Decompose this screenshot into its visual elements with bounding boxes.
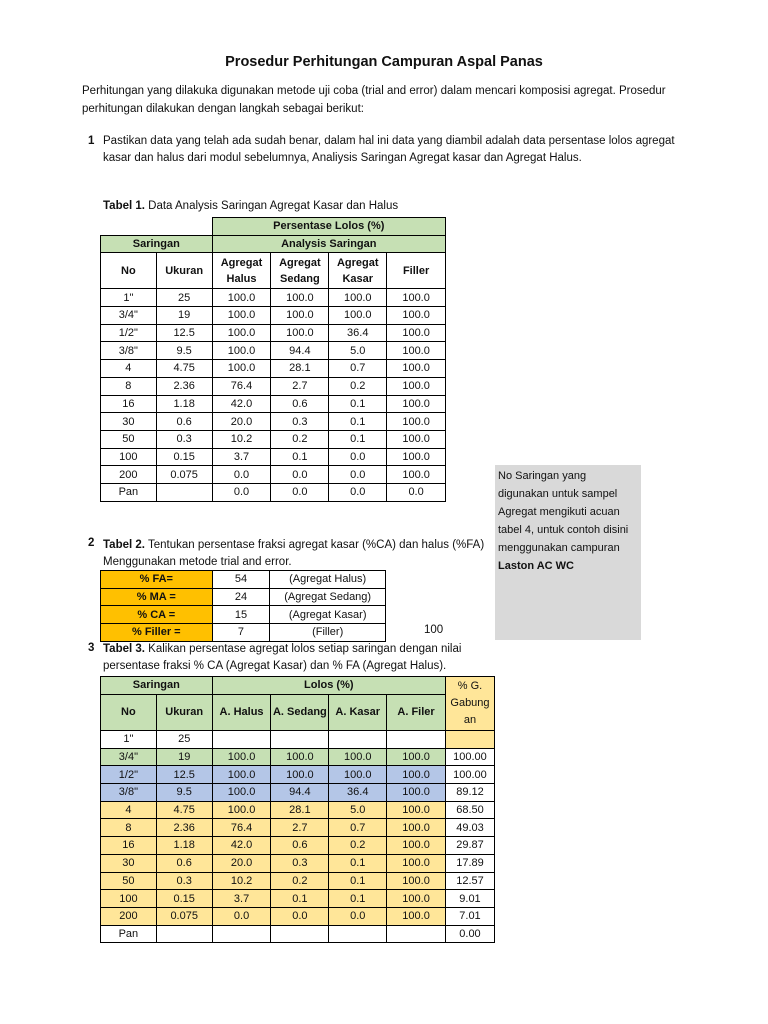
table-cell: (Agregat Kasar) — [270, 606, 386, 624]
table-cell: 5.0 — [329, 342, 387, 360]
table-cell: 28.1 — [271, 801, 329, 819]
table-cell: 100.0 — [212, 307, 271, 325]
table-cell: 28.1 — [271, 360, 329, 378]
table-3-header-gabung: % G. Gabung an — [445, 677, 494, 731]
table-cell: 0.1 — [271, 890, 329, 908]
table-cell: 12.5 — [156, 324, 212, 342]
table-cell: 16 — [101, 395, 157, 413]
table-cell: 42.0 — [212, 837, 271, 855]
table-cell: 100.0 — [387, 819, 446, 837]
table-cell: 100.0 — [387, 766, 446, 784]
table-cell: 7 — [212, 624, 270, 642]
table-cell: 100.0 — [387, 360, 446, 378]
table-cell: 68.50 — [445, 801, 494, 819]
table-cell: 0.15 — [156, 890, 212, 908]
table-row — [101, 377, 446, 395]
table-cell — [329, 731, 387, 749]
table-1-header-saringan: Saringan — [101, 235, 213, 253]
table-cell: 0.0 — [329, 448, 387, 466]
table-cell: 0.0 — [271, 483, 329, 501]
table-cell: 9.5 — [156, 342, 212, 360]
table-cell: 2.36 — [156, 819, 212, 837]
table-cell: 0.0 — [271, 907, 329, 925]
table-3-header-saringan: Saringan — [101, 677, 213, 695]
table-cell: 0.0 — [212, 483, 271, 501]
table-cell: 0.3 — [156, 430, 212, 448]
table-cell: 54 — [212, 571, 270, 589]
table-row — [101, 606, 386, 624]
table-cell: 24 — [212, 588, 270, 606]
table-1-col-no: No — [101, 253, 157, 289]
table-cell: 25 — [156, 731, 212, 749]
table-3-col-ukuran: Ukuran — [156, 694, 212, 730]
table-cell: 1" — [101, 731, 157, 749]
table-cell: 100.0 — [387, 448, 446, 466]
table-cell: 2.7 — [271, 377, 329, 395]
table-cell: 100.0 — [387, 413, 446, 431]
table-cell: 1" — [101, 289, 157, 307]
table-cell: 29.87 — [445, 837, 494, 855]
table-cell — [271, 925, 329, 943]
table-cell: 15 — [212, 606, 270, 624]
table-cell: 3/4" — [101, 748, 157, 766]
table-3-caption-text: Kalikan persentase agregat lolos setiap saringan dengan nilai persentase fraksi % CA (Agregat Kasar) dan % FA (Agregat Halus). — [103, 643, 462, 672]
table-1-blank-cell — [101, 218, 213, 236]
table-cell: 0.0 — [329, 483, 387, 501]
table-row — [101, 571, 386, 589]
table-3-body — [101, 731, 495, 943]
page-title: Prosedur Perhitungan Campuran Aspal Panas — [225, 54, 543, 70]
table-cell: 0.0 — [387, 483, 446, 501]
table-cell: 89.12 — [445, 784, 494, 802]
table-row — [101, 784, 495, 802]
table-cell: 0.1 — [329, 872, 387, 890]
table-cell: 100 — [101, 448, 157, 466]
table-cell: 0.7 — [329, 819, 387, 837]
table-cell: 0.1 — [329, 395, 387, 413]
table-cell: 100.0 — [329, 766, 387, 784]
table-cell: 100.0 — [329, 289, 387, 307]
table-cell — [271, 731, 329, 749]
table-cell: 100.0 — [271, 307, 329, 325]
table-cell: 100.0 — [387, 342, 446, 360]
table-cell: 0.6 — [271, 837, 329, 855]
table-cell: 100.00 — [445, 766, 494, 784]
table-cell: 12.57 — [445, 872, 494, 890]
table-row — [101, 624, 386, 642]
table-cell: 100.0 — [329, 307, 387, 325]
table-cell: 100 — [101, 890, 157, 908]
table-row — [101, 819, 495, 837]
table-1-col-kasar: Agregat Kasar — [329, 253, 387, 289]
note-bold: Laston AC WC — [498, 560, 574, 572]
table-cell: 3/8" — [101, 784, 157, 802]
table-1-body — [101, 289, 446, 501]
note-box — [495, 465, 641, 640]
table-cell: 0.2 — [329, 377, 387, 395]
table-row — [101, 890, 495, 908]
table-cell: % MA = — [101, 588, 213, 606]
table-cell: 100.0 — [329, 748, 387, 766]
table-1-header-analysis: Analysis Saringan — [212, 235, 445, 253]
table-cell: 9.5 — [156, 784, 212, 802]
note-text: No Saringan yang digunakan untuk sampel Agregat mengikuti acuan tabel 4, untuk contoh disini menggunakan campuran — [498, 470, 629, 554]
intro-paragraph: Perhitungan yang dilakuka digunakan metode uji coba (trial and error) dalam mencari komposisi agregat. Prosedur perhitungan dilakukan dengan langkah sebagai berikut: — [82, 85, 666, 115]
table-cell: 100.0 — [387, 324, 446, 342]
table-cell: 0.1 — [329, 854, 387, 872]
table-cell: 3.7 — [212, 890, 271, 908]
table-cell — [156, 483, 212, 501]
table-cell: 0.0 — [212, 466, 271, 484]
table-cell: 100.0 — [387, 890, 446, 908]
table-cell: 0.075 — [156, 466, 212, 484]
table-cell: 100.0 — [271, 748, 329, 766]
table-row — [101, 872, 495, 890]
table-cell: 3.7 — [212, 448, 271, 466]
table-cell: 100.0 — [387, 430, 446, 448]
table-cell: 2.36 — [156, 377, 212, 395]
table-cell: 0.0 — [271, 466, 329, 484]
table-3 — [100, 676, 495, 943]
table-cell: 100.0 — [387, 289, 446, 307]
step-2-number: 2 — [88, 537, 95, 549]
table-cell: 4 — [101, 360, 157, 378]
table-cell: 100.0 — [271, 289, 329, 307]
table-cell: 100.0 — [387, 748, 446, 766]
table-cell: 100.0 — [387, 377, 446, 395]
table-1-col-halus: Agregat Halus — [212, 253, 271, 289]
table-1-col-sedang: Agregat Sedang — [271, 253, 329, 289]
table-cell: 0.15 — [156, 448, 212, 466]
table-cell: 1.18 — [156, 395, 212, 413]
table-cell: 12.5 — [156, 766, 212, 784]
table-cell: 100.0 — [212, 801, 271, 819]
table-3-col-halus: A. Halus — [212, 694, 271, 730]
table-row — [101, 925, 495, 943]
table-cell — [156, 925, 212, 943]
table-cell: 0.2 — [271, 430, 329, 448]
table-cell: 0.0 — [329, 466, 387, 484]
table-2-caption — [103, 537, 488, 571]
table-row — [101, 289, 446, 307]
table-cell: 10.2 — [212, 872, 271, 890]
table-cell — [387, 925, 446, 943]
table-cell — [212, 925, 271, 943]
table-cell: 100.0 — [387, 837, 446, 855]
table-2-body — [101, 571, 386, 642]
table-3-header-lolos: Lolos (%) — [212, 677, 445, 695]
table-row — [101, 766, 495, 784]
table-cell: 19 — [156, 307, 212, 325]
table-cell: 200 — [101, 466, 157, 484]
table-1-caption — [103, 200, 398, 212]
table-cell: 1.18 — [156, 837, 212, 855]
table-cell: 3/4" — [101, 307, 157, 325]
table-cell: (Agregat Halus) — [270, 571, 386, 589]
table-cell: 100.0 — [212, 784, 271, 802]
table-cell: 0.00 — [445, 925, 494, 943]
table-row — [101, 907, 495, 925]
table-1-header-top: Persentase Lolos (%) — [212, 218, 445, 236]
table-cell: 0.7 — [329, 360, 387, 378]
table-3-col-filer: A. Filer — [387, 694, 446, 730]
table-row — [101, 801, 495, 819]
table-cell: 16 — [101, 837, 157, 855]
table-cell: 100.0 — [212, 360, 271, 378]
table-row — [101, 342, 446, 360]
table-cell: 100.0 — [212, 748, 271, 766]
table-3-caption — [103, 641, 493, 675]
table-cell: 100.0 — [271, 324, 329, 342]
table-2-total: 100 — [424, 624, 444, 636]
table-cell: 0.0 — [212, 907, 271, 925]
step-3-number: 3 — [88, 642, 95, 654]
table-cell: 0.1 — [271, 448, 329, 466]
table-cell: (Filler) — [270, 624, 386, 642]
table-cell: 0.3 — [271, 413, 329, 431]
table-cell: 0.1 — [329, 430, 387, 448]
table-cell: Pan — [101, 925, 157, 943]
table-cell — [212, 731, 271, 749]
table-cell: 0.1 — [329, 890, 387, 908]
table-cell: % Filler = — [101, 624, 213, 642]
table-cell: 50 — [101, 430, 157, 448]
table-cell: 0.6 — [156, 413, 212, 431]
table-cell: 20.0 — [212, 854, 271, 872]
table-cell: 20.0 — [212, 413, 271, 431]
table-row — [101, 448, 446, 466]
step-1-number: 1 — [88, 135, 95, 147]
table-cell: 0.2 — [329, 837, 387, 855]
table-row — [101, 837, 495, 855]
table-cell: 17.89 — [445, 854, 494, 872]
table-cell: 50 — [101, 872, 157, 890]
table-cell — [387, 731, 446, 749]
table-cell: 100.0 — [271, 766, 329, 784]
table-cell: 100.0 — [212, 342, 271, 360]
table-cell: 30 — [101, 413, 157, 431]
table-cell: 0.1 — [329, 413, 387, 431]
table-cell: 0.3 — [156, 872, 212, 890]
table-1-caption-text: Data Analysis Saringan Agregat Kasar dan Halus — [144, 200, 399, 212]
table-cell: 0.2 — [271, 872, 329, 890]
table-2-caption-label: Tabel 2. — [103, 539, 145, 551]
table-cell — [329, 925, 387, 943]
table-cell: 100.0 — [387, 801, 446, 819]
table-cell: Pan — [101, 483, 157, 501]
step-1-text: Pastikan data yang telah ada sudah benar, dalam hal ini data yang diambil adalah data persentase lolos agregat kasar dan halus dari modul sebelumnya, Analiysis Saringan Agregat kasar dan Agregat Halus. — [103, 135, 675, 164]
table-row — [101, 395, 446, 413]
table-cell: 100.0 — [387, 784, 446, 802]
table-2 — [100, 570, 386, 642]
table-cell: 19 — [156, 748, 212, 766]
table-1 — [100, 217, 446, 502]
table-cell: 200 — [101, 907, 157, 925]
table-cell: 0.6 — [271, 395, 329, 413]
table-row — [101, 854, 495, 872]
table-cell: 100.0 — [387, 395, 446, 413]
table-cell: 94.4 — [271, 784, 329, 802]
table-3-col-kasar: A. Kasar — [329, 694, 387, 730]
table-cell: 0.0 — [329, 907, 387, 925]
table-cell: 100.0 — [212, 766, 271, 784]
table-cell: 100.0 — [387, 466, 446, 484]
table-3-col-no: No — [101, 694, 157, 730]
table-cell: 10.2 — [212, 430, 271, 448]
table-cell: 2.7 — [271, 819, 329, 837]
table-cell: % CA = — [101, 606, 213, 624]
table-cell: 3/8" — [101, 342, 157, 360]
table-row — [101, 466, 446, 484]
table-cell: 4 — [101, 801, 157, 819]
table-cell: 100.0 — [387, 907, 446, 925]
table-row — [101, 413, 446, 431]
table-cell: 76.4 — [212, 377, 271, 395]
table-cell: 100.0 — [212, 289, 271, 307]
table-cell: 94.4 — [271, 342, 329, 360]
table-row — [101, 307, 446, 325]
table-row — [101, 748, 495, 766]
table-cell: 0.6 — [156, 854, 212, 872]
table-cell: 25 — [156, 289, 212, 307]
table-cell: 1/2" — [101, 324, 157, 342]
table-row — [101, 360, 446, 378]
table-1-caption-label: Tabel 1. — [103, 200, 145, 212]
table-cell: 4.75 — [156, 360, 212, 378]
table-cell: 8 — [101, 819, 157, 837]
table-cell: 42.0 — [212, 395, 271, 413]
table-cell: % FA= — [101, 571, 213, 589]
table-cell: 5.0 — [329, 801, 387, 819]
table-cell — [445, 731, 494, 749]
table-1-col-filler: Filler — [387, 253, 446, 289]
table-cell: 100.0 — [387, 307, 446, 325]
table-3-caption-label: Tabel 3. — [103, 643, 145, 655]
table-2-caption-text: Tentukan persentase fraksi agregat kasar (%CA) dan halus (%FA) Menggunakan metode trial and error. — [103, 539, 485, 568]
table-cell: 7.01 — [445, 907, 494, 925]
table-1-col-ukuran: Ukuran — [156, 253, 212, 289]
table-row — [101, 483, 446, 501]
table-cell: 36.4 — [329, 324, 387, 342]
table-cell: (Agregat Sedang) — [270, 588, 386, 606]
table-cell: 100.0 — [387, 872, 446, 890]
table-cell: 100.0 — [212, 324, 271, 342]
table-cell: 76.4 — [212, 819, 271, 837]
table-cell: 100.00 — [445, 748, 494, 766]
table-cell: 100.0 — [387, 854, 446, 872]
table-row — [101, 324, 446, 342]
table-cell: 30 — [101, 854, 157, 872]
table-cell: 1/2" — [101, 766, 157, 784]
table-cell: 49.03 — [445, 819, 494, 837]
table-cell: 4.75 — [156, 801, 212, 819]
table-row — [101, 731, 495, 749]
table-cell: 0.3 — [271, 854, 329, 872]
table-row — [101, 430, 446, 448]
table-cell: 8 — [101, 377, 157, 395]
table-row — [101, 588, 386, 606]
table-3-col-sedang: A. Sedang — [271, 694, 329, 730]
table-cell: 9.01 — [445, 890, 494, 908]
table-cell: 36.4 — [329, 784, 387, 802]
table-cell: 0.075 — [156, 907, 212, 925]
